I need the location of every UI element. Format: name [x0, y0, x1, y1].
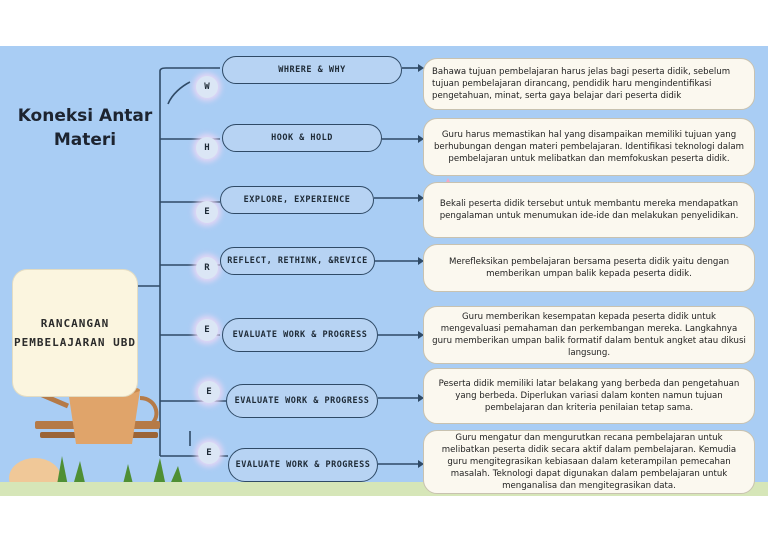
step-pill-evaluate-2: EVALUATE WORK & PROGRESS	[226, 384, 378, 418]
step-description-4: Merefleksikan pembelajaran bersama peserta didik yaitu dengan memberikan umpan balik kepada peserta didik.	[423, 244, 755, 292]
root-label: RANCANGAN PEMBELAJARAN UBD	[14, 317, 136, 349]
step-pill-evaluate-3: EVALUATE WORK & PROGRESS	[228, 448, 378, 482]
step-description-2: Guru harus memastikan hal yang disampaikan memiliki tujuan yang berhubungan dengan materi pembelajaran. Identifikasi teknologi dalam pembelajaran untuk melibatkan dan memfokuskan peserta didik.	[423, 118, 755, 176]
step-pill-explore-experience: EXPLORE, EXPERIENCE	[220, 186, 374, 214]
step-pill-reflect-rethink-revice: REFLECT, RETHINK, &REVICE	[220, 247, 375, 275]
diagram-canvas	[0, 46, 768, 496]
step-description-5: Guru memberikan kesempatan kepada peserta didik untuk mengevaluasi pemahaman dan perkembangan mereka. Langkahnya guru memberikan umpan balik formatif dalam bentuk angket atau dikusi langsung.	[423, 306, 755, 364]
step-description-6: Peserta didik memiliki latar belakang yang berbeda dan pengetahuan yang berbeda. Diperlukan variasi dalam konten namun tujuan pembelajaran dan kriteria penilaian tetap sama.	[423, 368, 755, 424]
root-node	[13, 270, 137, 396]
curl-arrow	[168, 82, 190, 104]
letter-badge-e4: E	[198, 442, 220, 464]
letter-badge-e3: E	[198, 381, 220, 403]
letter-badge-e: E	[196, 201, 218, 223]
step-pill-evaluate-1: EVALUATE WORK & PROGRESS	[222, 318, 378, 352]
letter-badge-e2: E	[196, 319, 218, 341]
step-pill-hook-hold: HOOK & HOLD	[222, 124, 382, 152]
letter-badge-h: H	[196, 137, 218, 159]
step-pill-where-why: WHRERE & WHY	[222, 56, 402, 84]
page-title: Koneksi Antar Materi	[17, 106, 153, 150]
step-description-3: Bekali peserta didik tersebut untuk membantu mereka mendapatkan pengalaman untuk menumukan ide-ide dan melakukan penyelidikan.	[423, 182, 755, 238]
step-description-1: Bahawa tujuan pembelajaran harus jelas bagi peserta didik, sebelum tujuan pembelajaran dirancang, pendidik haru mengindentifikasi pengetahuan, minat, serta gaya belajar dari peserta didik	[423, 58, 755, 110]
letter-badge-r: R	[196, 257, 218, 279]
step-description-7: Guru mengatur dan mengurutkan recana pembelajaran untuk melibatkan peserta didik secara aktif dalam pembelajaran. Kemudia guru mengitegrasikan kebiasaan dalam keterampilan pemecahan masalah. Teknologi dapat digunakan dalam pembelajaran untuk menganalisa dan mengitegrasikan data.	[423, 430, 755, 494]
letter-badge-w: W	[196, 76, 218, 98]
